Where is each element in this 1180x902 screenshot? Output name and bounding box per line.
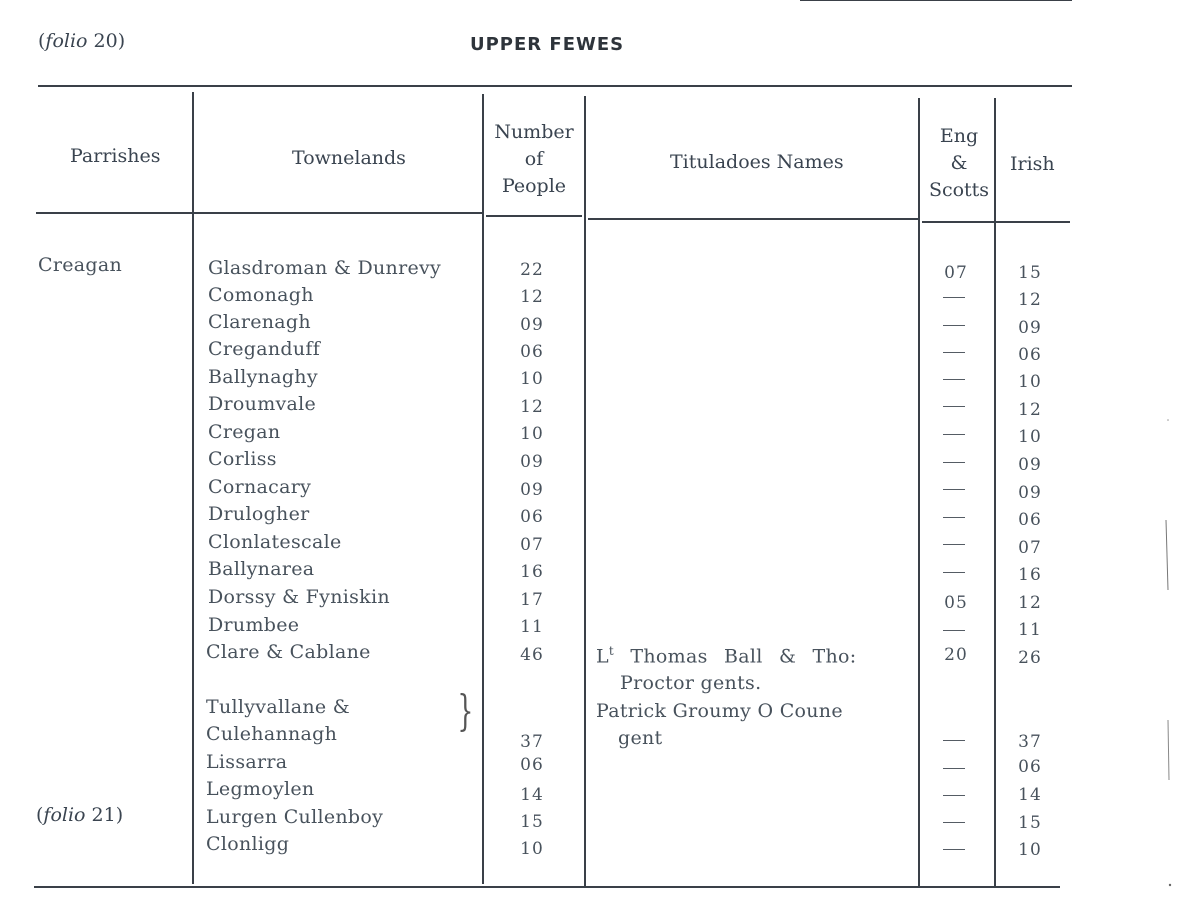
header-eng-scotts: Eng & Scotts <box>928 125 990 201</box>
col-divider-2 <box>482 94 484 884</box>
folio-label-top: (folio 20) <box>38 30 126 52</box>
row-name: Cregan <box>208 421 281 443</box>
row-eng-dash <box>943 822 965 823</box>
row-people: 07 <box>520 535 544 555</box>
row-name: Clonligg <box>206 833 290 855</box>
tituladoe-proctor: Proctor gents. <box>620 672 762 694</box>
row-irish: 14 <box>1018 785 1042 805</box>
row-irish: 07 <box>1018 538 1042 558</box>
table-top-rule <box>38 85 1072 87</box>
brace-icon: } <box>457 686 474 735</box>
row-name: Tullyvallane & <box>206 696 350 718</box>
header-tituladoes: Tituladoes Names <box>670 151 844 173</box>
header-rule-right <box>922 221 1070 223</box>
row-irish: 10 <box>1018 372 1042 392</box>
row-name: Clare & Cablane <box>206 641 371 663</box>
row-eng-dash <box>943 352 965 353</box>
row-irish: 09 <box>1018 455 1042 475</box>
row-name: Droumvale <box>208 393 317 415</box>
row-name: Lurgen Cullenboy <box>206 806 384 828</box>
row-people: 17 <box>520 590 544 610</box>
row-name: Clarenagh <box>208 311 311 333</box>
row-irish: 12 <box>1018 290 1042 310</box>
row-name: Dorssy & Fyniskin <box>208 586 390 608</box>
row-people: 46 <box>520 645 544 665</box>
row-irish: 12 <box>1018 400 1042 420</box>
row-irish: 10 <box>1018 840 1042 860</box>
row-irish: 37 <box>1018 732 1042 752</box>
row-irish: 26 <box>1018 648 1042 668</box>
row-name: Comonagh <box>208 284 314 306</box>
row-eng: 20 <box>944 645 968 665</box>
row-people: 06 <box>520 342 544 362</box>
row-eng-dash <box>943 406 965 407</box>
row-eng-dash <box>943 630 965 631</box>
row-people: 16 <box>520 562 544 582</box>
row-irish: 06 <box>1018 757 1042 777</box>
row-name: Drumbee <box>208 614 300 636</box>
row-people: 12 <box>520 287 544 307</box>
row-name: Creganduff <box>208 338 321 360</box>
row-people: 09 <box>520 315 544 335</box>
row-eng-dash <box>943 297 965 298</box>
row-irish: 09 <box>1018 318 1042 338</box>
row-eng-dash <box>943 462 965 463</box>
header-rule-names <box>588 218 918 220</box>
col-divider-1 <box>192 92 194 884</box>
table-bottom-rule <box>34 886 1060 888</box>
row-people: 12 <box>520 397 544 417</box>
row-eng-dash <box>943 768 965 769</box>
row-eng-dash <box>943 572 965 573</box>
header-townelands: Townelands <box>292 147 406 169</box>
margin-specks <box>1160 0 1180 902</box>
col-divider-5 <box>994 98 996 888</box>
top-rule <box>800 0 1072 1</box>
header-people: Number of People <box>494 121 574 197</box>
row-people: 14 <box>520 785 544 805</box>
row-people: 11 <box>520 617 544 637</box>
row-people: 06 <box>520 507 544 527</box>
row-name: Ballynarea <box>208 558 315 580</box>
row-name: Glasdroman & Dunrevy <box>208 257 442 279</box>
row-people: 10 <box>520 424 544 444</box>
row-eng-dash <box>943 795 965 796</box>
row-irish: 16 <box>1018 565 1042 585</box>
row-eng-dash <box>943 325 965 326</box>
row-people: 06 <box>520 755 544 775</box>
row-name: Culehannagh <box>206 723 338 745</box>
row-name: Cornacary <box>208 476 312 498</box>
header-parishes: Parrishes <box>70 145 161 167</box>
tituladoe-groumy-gent: gent <box>618 727 663 749</box>
row-eng: 07 <box>944 263 968 283</box>
row-irish: 11 <box>1018 620 1042 640</box>
row-irish: 06 <box>1018 510 1042 530</box>
row-irish: 15 <box>1018 263 1042 283</box>
row-eng-dash <box>943 379 965 380</box>
col-divider-4 <box>918 98 920 888</box>
row-people: 09 <box>520 480 544 500</box>
row-irish: 12 <box>1018 593 1042 613</box>
row-eng-dash <box>943 740 965 741</box>
row-irish: 15 <box>1018 813 1042 833</box>
header-irish: Irish <box>1010 153 1055 175</box>
row-people: 10 <box>520 369 544 389</box>
row-people: 09 <box>520 452 544 472</box>
header-rule-left <box>36 212 482 214</box>
row-irish: 06 <box>1018 345 1042 365</box>
row-people: 15 <box>520 812 544 832</box>
row-name: Drulogher <box>208 503 310 525</box>
row-name: Ballynaghy <box>208 366 318 388</box>
row-people: 22 <box>520 260 544 280</box>
parish-creagan: Creagan <box>38 254 123 276</box>
row-name: Clonlatescale <box>208 531 342 553</box>
row-name: Legmoylen <box>206 778 315 800</box>
row-irish: 10 <box>1018 427 1042 447</box>
row-irish: 09 <box>1018 483 1042 503</box>
row-people: 10 <box>520 839 544 859</box>
page-title: UPPER FEWES <box>470 34 625 55</box>
row-name: Corliss <box>208 448 277 470</box>
row-people: 37 <box>520 732 544 752</box>
row-eng-dash <box>943 849 965 850</box>
row-name: Lissarra <box>206 751 288 773</box>
folio-label-bottom: (folio 21) <box>36 804 124 826</box>
header-rule-people <box>486 215 582 217</box>
row-eng-dash <box>943 434 965 435</box>
row-eng-dash <box>943 544 965 545</box>
col-divider-3 <box>584 96 586 886</box>
tituladoe-ball: $L^t$ Thomas Ball & Tho: <box>596 644 857 668</box>
row-eng-dash <box>943 489 965 490</box>
row-eng-dash <box>943 517 965 518</box>
tituladoe-groumy: Patrick Groumy O Coune <box>596 700 843 722</box>
row-eng: 05 <box>944 593 968 613</box>
